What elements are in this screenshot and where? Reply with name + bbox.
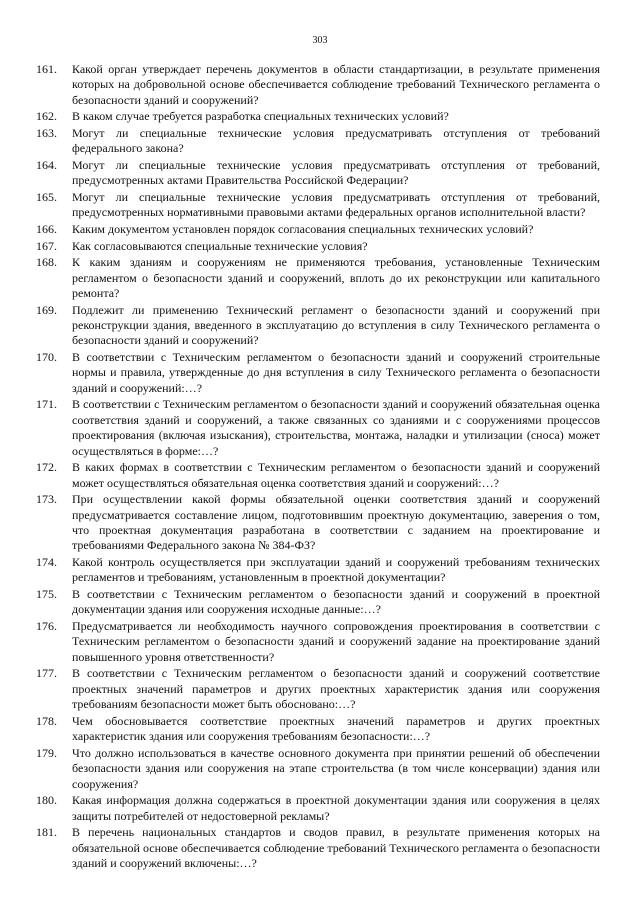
- question-item: [36, 126, 600, 157]
- question-item: [36, 619, 600, 665]
- question-text: Какой орган утверждает перечень документов в области стандартизации, в результате применения которых на добровольной основе обеспечивается соблюдение требований Технического регламента о безопасности зданий и сооружений?: [72, 62, 600, 107]
- question-item: [36, 460, 600, 491]
- question-text: Чем обосновывается соответствие проектных значений параметров и других проектных характеристик здания или сооружения требованиям безопасности:…?: [72, 713, 600, 744]
- question-text: В соответствии с Техническим регламентом о безопасности зданий и сооружений обязательная оценка соответствия зданий и сооружений, а также связанных со зданиями и с сооружениями процессов проектирования (включая изыскания), строительства, монтажа, наладки и утилизации (сноса) может осуществляться в форме:…?: [72, 397, 600, 458]
- question-text: Подлежит ли применению Технический регламент о безопасности зданий и сооружений при реконструкции здания, введенного в эксплуатацию до вступления в силу Технического регламента о безопасности зданий и сооружений?: [72, 302, 600, 348]
- question-item: [36, 793, 600, 824]
- question-number: 166.: [36, 222, 57, 236]
- question-item: [36, 303, 600, 349]
- question-item: [36, 587, 600, 618]
- question-list: [36, 62, 600, 873]
- question-number: 164.: [36, 158, 57, 172]
- question-number: 177.: [36, 666, 57, 681]
- question-number: 168.: [36, 255, 57, 270]
- question-text: В каких формах в соответствии с Техническим регламентом о безопасности зданий и сооружений может осуществляться обязательная оценка соответствия зданий и сооружений:…?: [72, 460, 600, 490]
- question-text: В соответствии с Техническим регламентом о безопасности зданий и сооружений соответствие проектных значений параметров и других проектных характеристик здания или сооружения требованиям безопасности может быть обосновано:…?: [72, 666, 600, 712]
- question-item: [36, 255, 600, 301]
- question-number: 170.: [36, 350, 57, 364]
- question-text: Могут ли специальные технические условия предусматривать отступления от требований, предусмотренных актами Правительства Российской Федерации?: [72, 158, 600, 188]
- question-number: 173.: [36, 492, 57, 507]
- question-number: 169.: [36, 302, 57, 317]
- question-number: 179.: [36, 745, 57, 760]
- question-text: Как согласовываются специальные технические условия?: [72, 238, 368, 253]
- question-text: В перечень национальных стандартов и сводов правил, в результате применения которых на обязательной основе обеспечивается соблюдение требований Технического регламента о безопасности зданий и сооружений включены:…?: [72, 825, 600, 871]
- question-number: 161.: [36, 62, 57, 76]
- question-number: 178.: [36, 713, 57, 728]
- question-number: 163.: [36, 126, 57, 140]
- question-item: [36, 109, 600, 124]
- question-item: [36, 555, 600, 586]
- question-item: [36, 397, 600, 459]
- question-item: [36, 190, 600, 221]
- question-item: [36, 825, 600, 871]
- question-text: Могут ли специальные технические условия предусматривать отступления от требований федерального закона?: [72, 126, 600, 156]
- question-item: [36, 492, 600, 554]
- question-text: Что должно использоваться в качестве основного документа при принятии решений об обеспечении безопасности здания или сооружения на этапе строительства (в том числе консервации) здания или сооружения?: [72, 745, 600, 791]
- question-number: 172.: [36, 460, 57, 475]
- question-number: 174.: [36, 555, 57, 570]
- question-text: В соответствии с Техническим регламентом о безопасности зданий и сооружений строительные нормы и правила, утвержденные до дня вступления в силу Технического регламента о безопасности зданий и сооружений:…?: [72, 350, 600, 395]
- question-number: 181.: [36, 825, 57, 840]
- question-text: При осуществлении какой формы обязательной оценки соответствия зданий и сооружений предусматривается составление лицом, подготовившим проектную документацию, заверения о том, что проектная документация разработана в соответствии с заданием на проектирование и требованиями Федерального закона № 384-ФЗ?: [72, 492, 600, 553]
- question-item: [36, 714, 600, 745]
- question-text: В соответствии с Техническим регламентом о безопасности зданий и сооружений в проектной документации здания или сооружения исходные данные:…?: [72, 587, 600, 617]
- question-text: Какая информация должна содержаться в проектной документации здания или сооружения в целях защиты потребителей от недостоверной рекламы?: [72, 793, 600, 823]
- question-item: [36, 62, 600, 108]
- question-number: 167.: [36, 238, 57, 253]
- question-text: Каким документом установлен порядок согласования специальных технических условий?: [72, 222, 534, 236]
- question-text: К каким зданиям и сооружениям не применяются требования, установленные Техническим регламентом о безопасности зданий и сооружений, вплоть до их реконструкции или капитального ремонта?: [72, 255, 600, 300]
- question-item: [36, 350, 600, 396]
- question-item: [36, 158, 600, 189]
- question-number: 175.: [36, 587, 57, 602]
- question-number: 162.: [36, 109, 57, 124]
- question-text: Могут ли специальные технические условия предусматривать отступления от требований, предусмотренных нормативными правовыми актами федеральных органов исполнительной власти?: [72, 190, 600, 220]
- question-number: 165.: [36, 190, 57, 204]
- question-number: 180.: [36, 793, 57, 808]
- question-number: 171.: [36, 397, 57, 412]
- question-text: Предусматривается ли необходимость научного сопровождения проектирования в соответствии с Техническим регламентом о безопасности зданий и сооружений задание на проектирование зданий повышенного уровня ответственности?: [72, 619, 600, 664]
- question-item: [36, 222, 600, 237]
- question-item: [36, 746, 600, 792]
- question-item: [36, 239, 600, 254]
- question-text: В каком случае требуется разработка специальных технических условий?: [72, 109, 449, 124]
- question-text: Какой контроль осуществляется при эксплуатации зданий и сооружений требованиям технических регламентов и требованиям, установленным в проектной документации?: [72, 555, 600, 585]
- question-number: 176.: [36, 619, 57, 634]
- question-item: [36, 666, 600, 712]
- page-number: 303: [312, 35, 328, 46]
